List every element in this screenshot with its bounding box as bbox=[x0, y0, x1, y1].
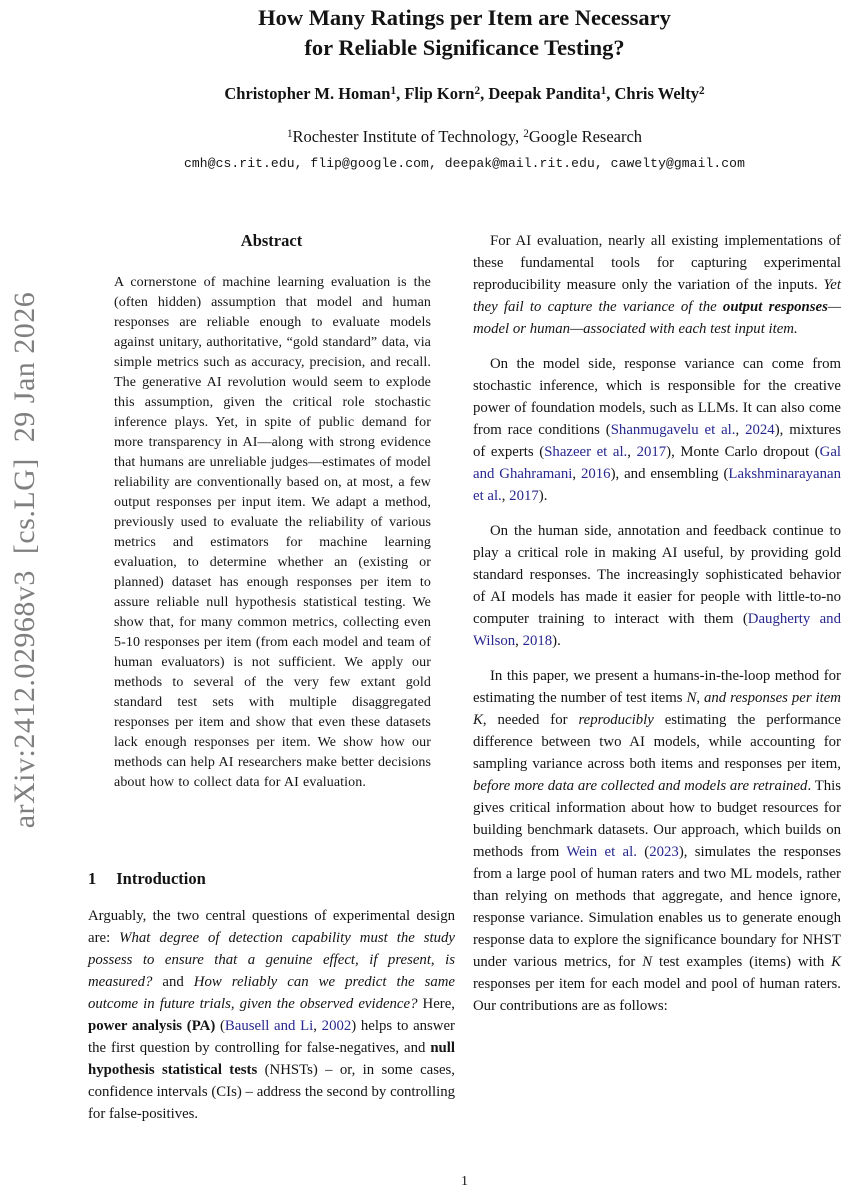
abstract-heading: Abstract bbox=[240, 231, 303, 250]
paper-title-line2: for Reliable Significance Testing? bbox=[304, 35, 625, 60]
citation-link[interactable]: Bausell and Li bbox=[224, 1018, 314, 1034]
citation-link[interactable]: Daugherty and Wilson bbox=[473, 611, 841, 649]
section-heading-introduction bbox=[88, 869, 455, 889]
emails-line: cmh@cs.rit.edu, flip@google.com, deepak@mail.rit.edu, cawelty@gmail.com bbox=[184, 156, 745, 171]
citation-link[interactable]: Gal and Ghahramani bbox=[473, 444, 842, 482]
right-paragraph-2: On the model side, response variance can come from stochastic inference, which is responsible for the creative power of foundation models, such as LLMs. It can also come from race conditions (Shanmugavelu et al., 2024), mixtures of experts (Shazeer et al., 2017), Monte Carlo dropout (Gal and Ghahramani, 2016), and ensembling (Lakshminarayanan et al., 2017). bbox=[473, 356, 842, 504]
citation-link[interactable]: Wein et al. bbox=[566, 844, 637, 860]
citation-link[interactable]: Lakshminarayanan et al. bbox=[473, 466, 841, 504]
affiliations-line: $^1$Rochester Institute of Technology, $^2$Google Research bbox=[286, 127, 643, 146]
citation-link[interactable]: 2018 bbox=[522, 633, 553, 649]
citation-link[interactable]: 2017 bbox=[636, 444, 667, 460]
authors-line: Christopher M. Homan$^1$, Flip Korn$^2$, Deepak Pandita$^1$, Chris Welty$^2$ bbox=[224, 84, 705, 103]
citation-link[interactable]: 2017 bbox=[509, 488, 539, 504]
page-number: 1 bbox=[461, 1174, 468, 1189]
right-paragraph-1: For AI evaluation, nearly all existing implementations of these fundamental tools for capturing experimental reproducibility measure only the variation of the inputs. Yet they fail to capture the variance of the output responses—model or human—associated with each test input item. bbox=[473, 233, 842, 337]
citation-link[interactable]: Shanmugavelu et al. bbox=[610, 422, 736, 438]
citation-link[interactable]: 2023 bbox=[649, 844, 679, 860]
citation-link[interactable]: 2016 bbox=[580, 466, 611, 482]
citation-link[interactable]: 2002 bbox=[321, 1018, 352, 1034]
right-paragraph-4: In this paper, we present a humans-in-the-loop method for estimating the number of test items N, and responses per item K, needed for reproducibly estimating the performance difference between two AI models, while accounting for sampling variance across both items and responses per item, before more data are collected and models are retrained. This gives critical information about how to budget resources for building benchmark datasets. Our approach, which builds on methods from Wein et al. (2023), simulates the responses from a large pool of human raters and two ML models, rather than relying on methods that aggregate, and hence ignore, response variance. Simulation enables us to generate enough response data to explore the significance boundary for NHST under various metrics, for N test examples (items) with K responses per item for each model and pool of human raters. Our contributions are as follows: bbox=[473, 668, 842, 1014]
citation-link[interactable]: Shazeer et al. bbox=[544, 444, 628, 460]
abstract-text: A cornerstone of machine learning evaluation is the (often hidden) assumption that model and human responses are reliable enough to evaluate models against unitary, authoritative, “gold standard” data, via simple metrics such as accuracy, precision, and recall. The generative AI revolution would seem to explode this assumption, given the critical role stochastic inference plays. Yet, in spite of public demand for more transparency in AI—along with strong evidence that humans are unreliable judges—estimates of model reliability are conventionally based on, at most, a few output responses per input item. We adapt a method, previously used to evaluate the reliability of various metrics and estimators for machine learning evaluation, to determine whether an (existing or planned) dataset has enough responses per item to assure reliable null hypothesis statistical testing. We show that, for many common metrics, collecting even 5-10 responses per item (from each model and team of human evaluators) is not sufficient. We apply our methods to several of the very few extant gold standard test sets with multiple disaggregated responses per item and show that even these datasets lack enough responses per item. We show how our methods can help AI researchers make better decisions about how to collect data for AI evaluation. bbox=[114, 275, 431, 790]
section-number: 1 bbox=[88, 869, 97, 888]
paper-header bbox=[88, 0, 841, 171]
paper-title-line1: How Many Ratings per Item are Necessary bbox=[258, 5, 671, 30]
section-title: Introduction bbox=[116, 869, 206, 888]
arxiv-watermark: arXiv:2412.02968v3 [cs.LG] 29 Jan 2026 bbox=[8, 291, 41, 829]
paper-title bbox=[88, 0, 841, 63]
right-paragraph-3: On the human side, annotation and feedback continue to play a critical role in making AI useful, by providing gold standard responses. The increasingly sophisticated behavior of AI models has made it easier for people with little-to-no computer training to interact with them (Daugherty and Wilson, 2018). bbox=[473, 523, 841, 649]
intro-paragraph: Arguably, the two central questions of experimental design are: What degree of detection capability must the study possess to ensure that a genuine effect, if present, is measured? and How reliably can we predict the same outcome in future trials, given the observed evidence? Here, power analysis (PA) (Bausell and Li, 2002) helps to answer the first question by controlling for false-negatives, and null hypothesis statistical tests (NHSTs) – or, in some cases, confidence intervals (CIs) – address the second by controlling for false-positives. bbox=[88, 908, 456, 1122]
citation-link[interactable]: 2024 bbox=[745, 422, 775, 438]
right-column bbox=[473, 230, 841, 1017]
